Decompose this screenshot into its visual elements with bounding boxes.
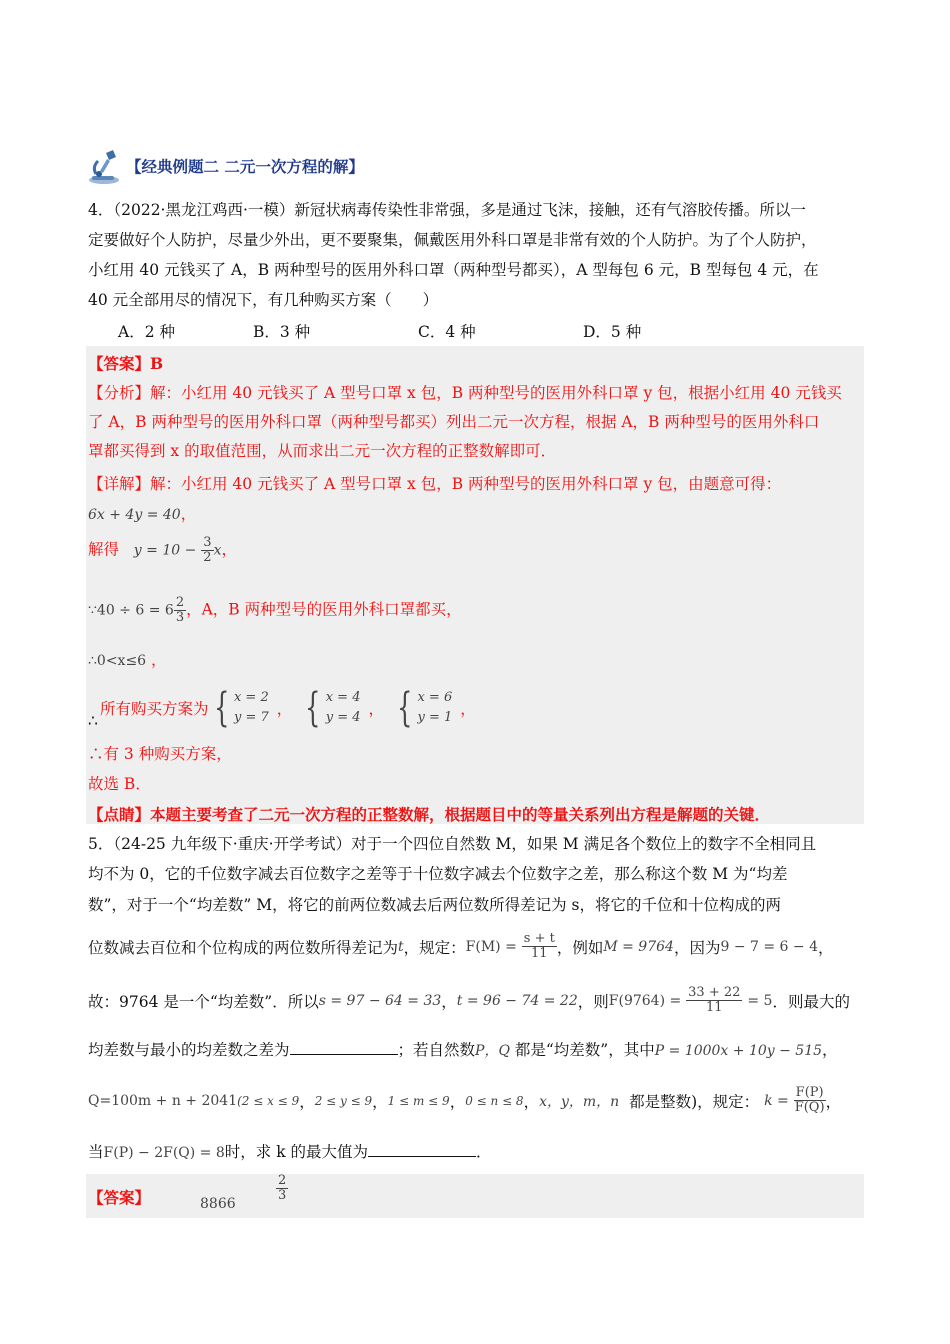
q5-line-5: 故：9764 是一个“均差数”．所以 s = 97 − 64 = 33 ， t = 96 − 74 = 22 ，则 F(9764) = $\frac{33 + 22}{11}$ = 5 ．则最大的 [88,985,850,1015]
plan-2: { x = 4 y = 4 [305,685,361,731]
q5-line-2: 均不为 0，它的千位数字减去百位数字之差等于十位数字减去个位数字之差，那么称这个数 M 为“均差 [88,865,788,883]
q5-line-8: 当 F(P) − 2F(Q) = 8 时，求 k 的最大值为 ． [88,1143,492,1161]
analysis-line-3: 罩都买得到 x 的取值范围，从而求出二元一次方程的正整数解即可． [88,442,557,460]
q5-line-7: Q=100m + n + 2041 (2 ≤ x ≤ 9 ， 2 ≤ y ≤ 9 ， 1 ≤ m ≤ 9 ， 0 ≤ n ≤ 8 ， x，y，m，n 都是整数)，规定： k = $\frac{F(P)}{F(Q)}$ ， [88,1085,842,1115]
option-a: A．2 种 [118,323,175,341]
option-d: D．5 种 [583,323,642,341]
plan-3: { x = 6 y = 1 [397,685,453,731]
plans-line: 所有购买方案为 { x = 2 y = 7 ， { x = 4 y = 4 ， { x = 6 y = 1 ， [100,685,476,731]
comment-line: 【点睛】本题主要考查了二元一次方程的正整数解，根据题目中的等量关系列出方程是解题的关键． [88,805,771,824]
answer-blank-2[interactable] [368,1144,476,1157]
section-title [86,146,364,186]
equation-1-math: 6x + 4y = 40 [88,507,181,523]
q5-line-3: 数”，对于一个“均差数” M，将它的前两位数减去后两位数所得差记为 s，将它的千位和十位构成的两 [88,896,781,914]
q4-line-4: 40 元全部用尽的情况下，有几种购买方案（ ） [88,291,439,309]
analysis-line-1: 【分析】解：小红用 40 元钱买了 A 型号口罩 x 包，B 两种型号的医用外科口罩 y 包，根据小红用 40 元钱买 [88,384,842,402]
answer-q5-value-2: $\frac{2}{3}$ [278,1173,287,1203]
therefore-symbol: ∴ [88,712,98,730]
q5-line-4: 位数减去百位和个位构成的两位数所得差记为 t ，规定： F(M) = $\frac{s + t}{11}$ ，例如 M = 9764 ，因为 9 − 7 = 6 − 4 ， [88,931,834,961]
because-line: ∵40 ÷ 6 = 6 $\frac{2}{3}$ ，A，B 两种型号的医用外科口罩都买， [88,595,462,625]
q4-line-3: 小红用 40 元钱买了 A，B 两种型号的医用外科口罩（两种型号都买），A 型每包 6 元，B 型每包 4 元，在 [88,261,819,279]
section-title-text: 【经典例题二 二元一次方程的解】 [126,158,364,176]
choose-line: 故选 B． [88,775,151,793]
plan-1: { x = 2 y = 7 [213,685,269,731]
answer-q5-label: 【答案】 [88,1188,151,1207]
option-c: C．4 种 [418,323,476,341]
plans-label: 所有购买方案为 [100,700,209,718]
answer-q4: 【答案】B [88,354,164,373]
count-line: ∴有 3 种购买方案， [88,745,232,763]
equation-2: 解得 y = 10 − $\frac{3}{2}$ x， [88,535,237,565]
q4-line-1: 4．（2022·黑龙江鸡西·一模）新冠状病毒传染性非常强，多是通过飞沫，接触，还有气溶胶传播。所以一 [88,201,806,219]
q5-line-6: 均差数与最小的均差数之差为 ；若自然数 P，Q 都是“均差数”，其中 P = 1000x + 10y − 515 ， [88,1041,838,1059]
option-b: B．3 种 [253,323,311,341]
range-line: ∴0<x≤6 ， [88,651,167,669]
microscope-icon [86,147,122,185]
analysis-line-2: 了 A，B 两种型号的医用外科口罩（两种型号都买）列出二元一次方程，根据 A，B 两种型号的医用外科口 [88,413,820,431]
equation-1: 6x + 4y = 40， [88,505,197,523]
q5-line-1: 5．（24-25 九年级下·重庆·开学考试）对于一个四位自然数 M，如果 M 满足各个数位上的数字不全相同且 [88,835,817,853]
answer-blank-1[interactable] [290,1042,398,1055]
answer-q5-value-1: 8866 [200,1196,236,1212]
q4-line-2: 定要做好个人防护，尽量少外出，更不要聚集，佩戴医用外科口罩是非常有效的个人防护。为了个人防护， [88,231,817,249]
detail-line: 【详解】解：小红用 40 元钱买了 A 型号口罩 x 包，B 两种型号的医用外科口罩 y 包，由题意可得： [88,475,782,493]
